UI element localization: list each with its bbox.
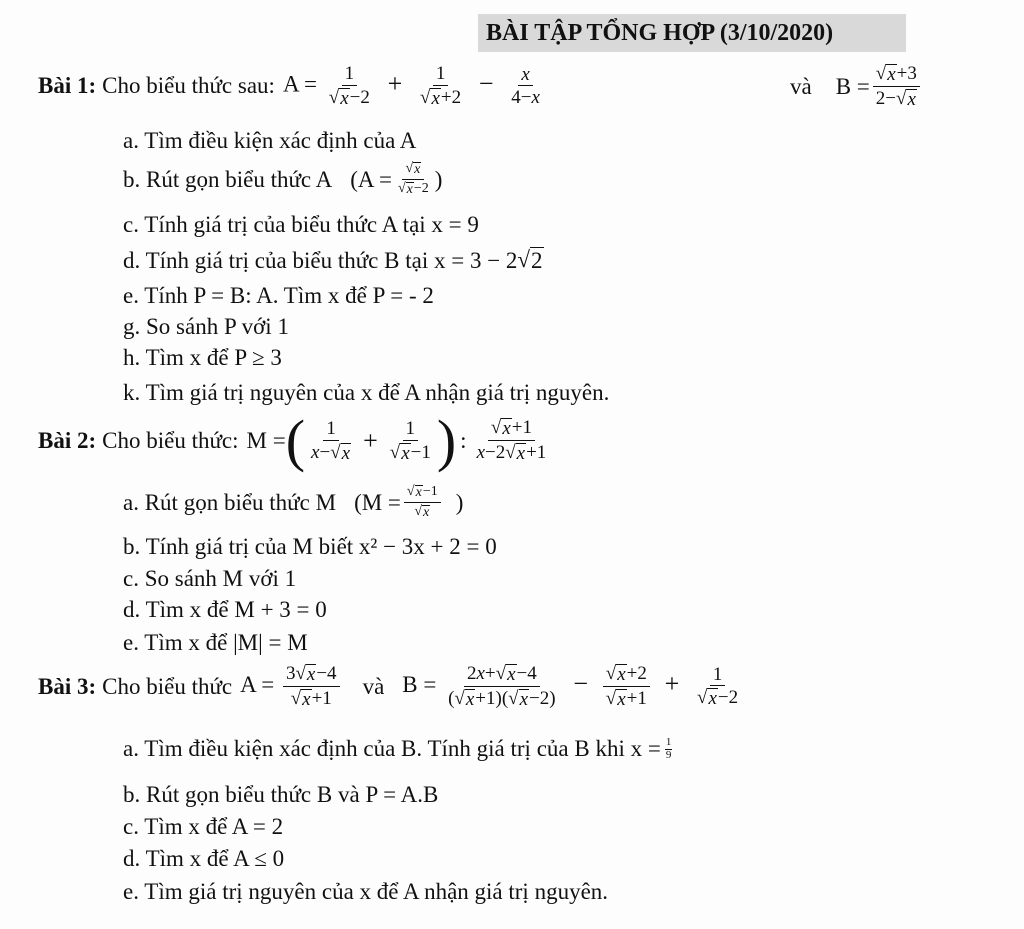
bai1-item-c: c. Tính giá trị của biểu thức A tại x = 9: [123, 212, 479, 237]
bai1-item-b: b. Rút gọn biểu thức A (A = √ x √ x −2 ): [123, 161, 443, 197]
bai3-label: Bài 3:: [38, 673, 97, 699]
bai3-item-a: a. Tìm điều kiện xác định của B. Tính giá trị của B khi x = $\frac{1}{9}$: [123, 735, 672, 761]
formula-b-block: và B = √ x +3 2− √ x: [790, 64, 923, 110]
bai3-header: [38, 664, 744, 710]
bai1-item-g: g. So sánh P với 1: [123, 314, 289, 339]
bai1-item-d-text: d. Tính giá trị của biểu thức B tại x = 3 − 2: [123, 247, 518, 273]
formula-a: A = 1 √ x −2 + 1 √ x +2 − $\frac{x}{4-x}$: [282, 63, 540, 109]
bai3-item-e: e. Tìm giá trị nguyên của x để A nhận giá trị nguyên.: [123, 879, 609, 904]
bai1-item-h: h. Tìm x để P ≥ 3: [123, 345, 282, 370]
bai2-item-b: b. Tính giá trị của M biết x² − 3x + 2 = 0: [123, 534, 497, 559]
bai3-intro: Cho biểu thức: [102, 673, 233, 699]
bai2-intro: Cho biểu thức:: [102, 428, 239, 453]
bai2-item-a-text: a. Rút gọn biểu thức M: [123, 489, 337, 515]
bai1-and: và: [790, 73, 812, 99]
formula-b3: B = 2x+ √ x −4 ( √ x +1)( √ x −2) − √ x +2 √ x +1 + 1 √ x −2: [402, 663, 739, 710]
bai1-item-a: a. Tìm điều kiện xác định của A: [123, 128, 417, 153]
bai3-item-b: b. Rút gọn biểu thức B và P = A.B: [123, 782, 439, 807]
bai1-header: [38, 64, 546, 109]
bai2-item-a: a. Rút gọn biểu thức M (M = √ x −1 √ x ): [123, 484, 464, 520]
bai1-item-d: d. Tính giá trị của biểu thức B tại x = 3 − 2 √ 2: [123, 247, 543, 273]
bai3-item-d: d. Tìm x để A ≤ 0: [123, 846, 285, 871]
bai2-label: Bài 2:: [38, 428, 97, 453]
bai1-label: Bài 1:: [38, 73, 97, 99]
bai2-header: [38, 408, 552, 473]
bai2-item-c: c. So sánh M với 1: [123, 566, 297, 591]
bai1-item-b-text: b. Rút gọn biểu thức A: [123, 166, 333, 192]
bai1-item-k: k. Tìm giá trị nguyên của x để A nhận giá trị nguyên.: [123, 380, 610, 405]
bai2-item-e: e. Tìm x để |M| = M: [123, 630, 308, 655]
bai1-intro: Cho biểu thức sau:: [102, 73, 275, 99]
bai2-item-d: d. Tìm x để M + 3 = 0: [123, 597, 327, 622]
bai3-and: và: [362, 673, 385, 699]
formula-m: M = ( 1 x− √ x + 1 √ x −1 ) : √ x +1 x−2 √ x +1: [246, 408, 547, 473]
bai3-item-c: c. Tìm x để A = 2: [123, 814, 284, 839]
formula-a3: A = 3 √ x −4 √ x +1: [240, 664, 342, 710]
bai3-item-a-text: a. Tìm điều kiện xác định của B. Tính giá trị của B khi x =: [123, 736, 661, 761]
page-title: BÀI TẬP TỔNG HỢP (3/10/2020): [478, 14, 906, 52]
bai1-item-e: e. Tính P = B: A. Tìm x để P = - 2: [123, 283, 434, 308]
